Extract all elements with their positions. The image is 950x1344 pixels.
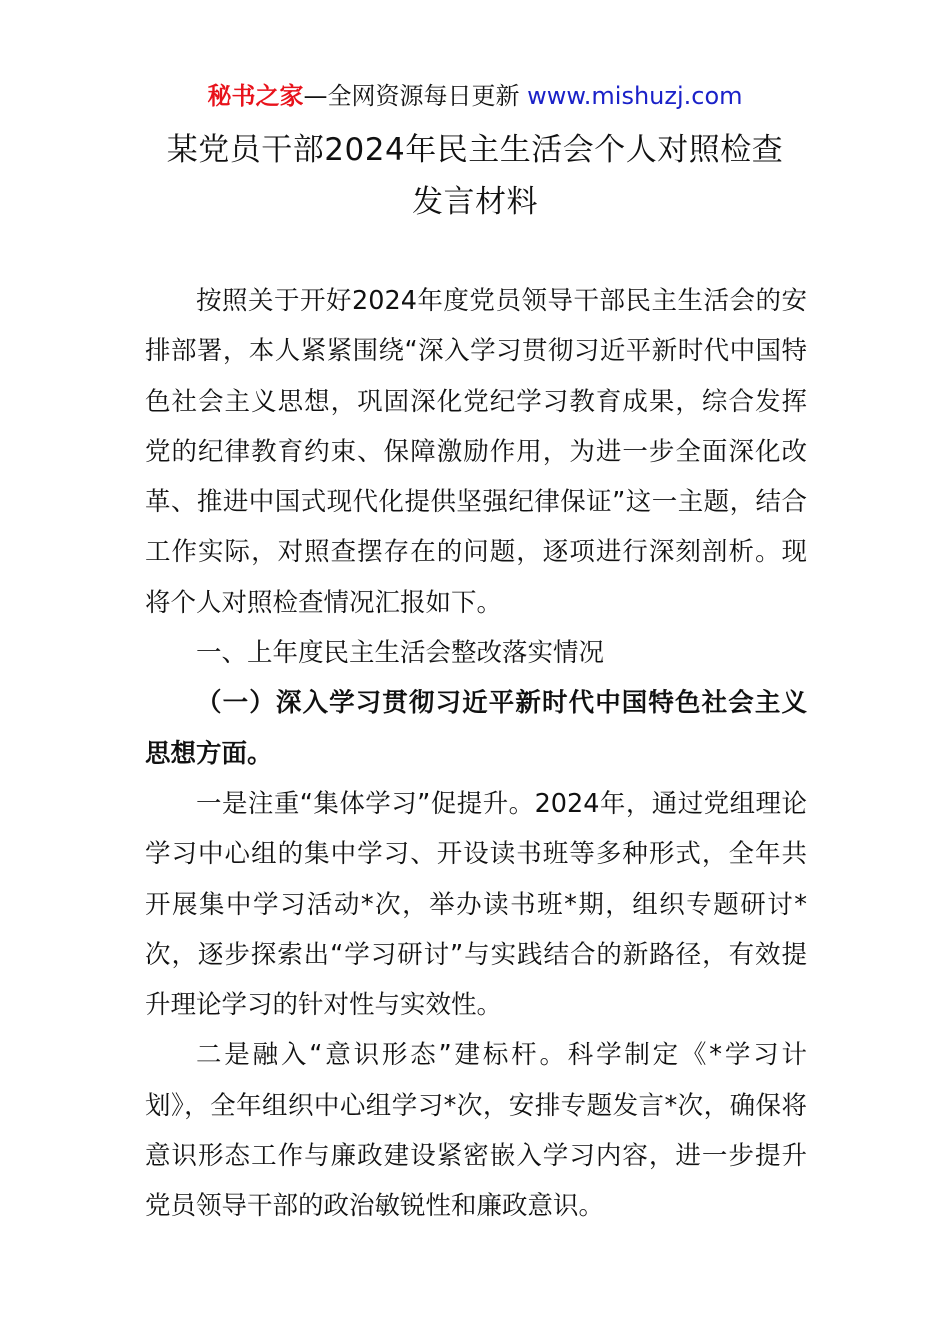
body-paragraph-1: 一是注重“集体学习”促提升。2024年，通过党组理论学习中心组的集中学习、开设读书班等多种形式，全年共开展集中学习活动*次，举办读书班*期，组织专题研讨*次，逐步探索出“学习研讨”与实践结合的新路径，有效提升理论学习的针对性与实效性。: [145, 788, 807, 1021]
body-paragraph-2: 二是融入“意识形态”建标杆。科学制定《*学习计划》，全年组织中心组学习*次，安排专题发言*次，确保将意识形态工作与廉政建设紧密嵌入学习内容，进一步提升党员领导干部的政治敏锐性和廉政意识。: [145, 1040, 807, 1222]
section-heading: 一、上年度民主生活会整改落实情况: [196, 638, 605, 669]
subsection-heading: （一）深入学习贯彻习近平新时代中国特色社会主义思想方面。: [145, 688, 807, 769]
title-line-1: 某党员干部2024年民主生活会个人对照检查: [166, 132, 784, 168]
document-title: [0, 124, 950, 228]
brand-name[interactable]: 秘书之家: [207, 82, 304, 110]
title-line-2: 发言材料: [412, 184, 538, 220]
header-tagline: —全网资源每日更新: [303, 82, 528, 110]
site-header: [0, 78, 950, 114]
document-body: [145, 276, 807, 1232]
site-link[interactable]: www.mishuzj.com: [527, 82, 743, 110]
intro-paragraph: 按照关于开好2024年度党员领导干部民主生活会的安排部署，本人紧紧围绕“深入学习贯彻习近平新时代中国特色社会主义思想，巩固深化党纪学习教育成果，综合发挥党的纪律教育约束、保障激励作用，为进一步全面深化改革、推进中国式现代化提供坚强纪律保证”这一主题，结合工作实际，对照查摆存在的问题，逐项进行深刻剖析。现将个人对照检查情况汇报如下。: [145, 286, 807, 618]
